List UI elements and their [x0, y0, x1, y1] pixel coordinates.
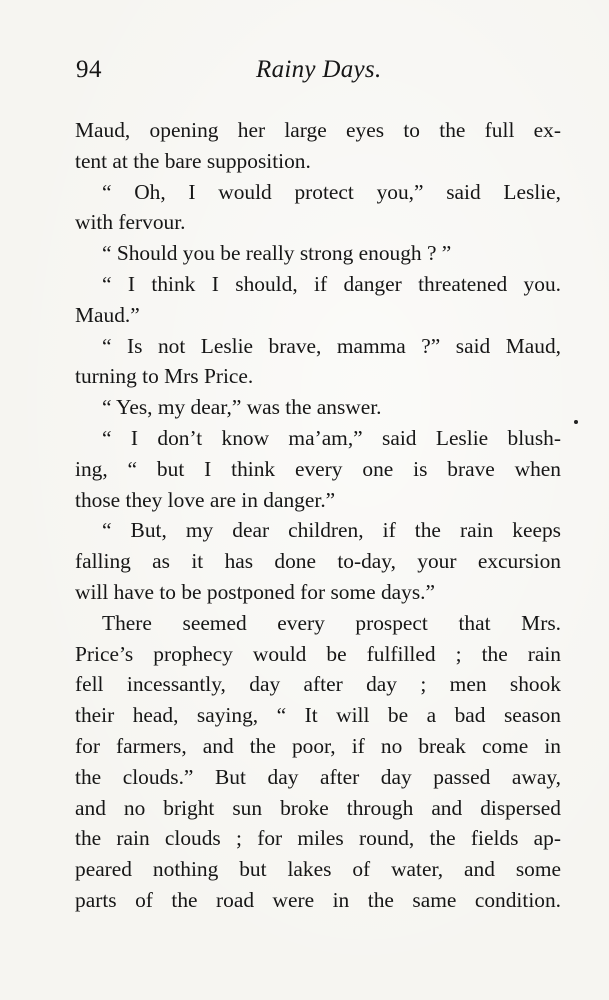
text-line: for farmers, and the poor, if no break come in [75, 733, 561, 758]
text-line: the clouds.” But day after day passed away, [75, 764, 561, 789]
text-line: “ But, my dear children, if the rain keeps [102, 518, 561, 543]
text-line: There seemed every prospect that Mrs. [102, 610, 561, 635]
text-line: “ Should you be really strong enough ? ” [102, 241, 452, 266]
page-number: 94 [76, 56, 102, 83]
text-line: will have to be postponed for some days.” [75, 579, 435, 604]
text-line: Price’s prophecy would be fulfilled ; the rain [75, 641, 561, 666]
text-line: fell incessantly, day after day ; men shook [75, 672, 561, 697]
text-line: the rain clouds ; for miles round, the fields ap- [75, 826, 561, 851]
text-line: tent at the bare supposition. [75, 148, 311, 173]
running-title: Rainy Days. [256, 56, 382, 83]
text-line: and no bright sun broke through and dispersed [75, 795, 561, 820]
body-text [75, 115, 561, 916]
text-line: parts of the road were in the same condition. [75, 887, 561, 912]
text-line: “ I don’t know ma’am,” said Leslie blush- [102, 425, 561, 450]
text-line: falling as it has done to-day, your excursion [75, 549, 561, 574]
text-line: “ Yes, my dear,” was the answer. [102, 395, 382, 420]
text-line: Maud.” [75, 302, 140, 327]
text-line: “ Oh, I would protect you,” said Leslie, [102, 179, 561, 204]
page-header [76, 56, 536, 92]
text-line: their head, saying, “ It will be a bad season [75, 703, 561, 728]
text-line: those they love are in danger.” [75, 487, 336, 512]
text-line: peared nothing but lakes of water, and some [75, 857, 561, 882]
text-line: “ I think I should, if danger threatened you. [102, 271, 561, 296]
text-line: turning to Mrs Price. [75, 364, 254, 389]
text-line: ing, “ but I think every one is brave when [75, 456, 561, 481]
ink-speck [574, 420, 578, 424]
text-line: “ Is not Leslie brave, mamma ?” said Maud, [102, 333, 561, 358]
text-line: with fervour. [75, 210, 186, 235]
text-line: Maud, opening her large eyes to the full ex- [75, 118, 561, 142]
